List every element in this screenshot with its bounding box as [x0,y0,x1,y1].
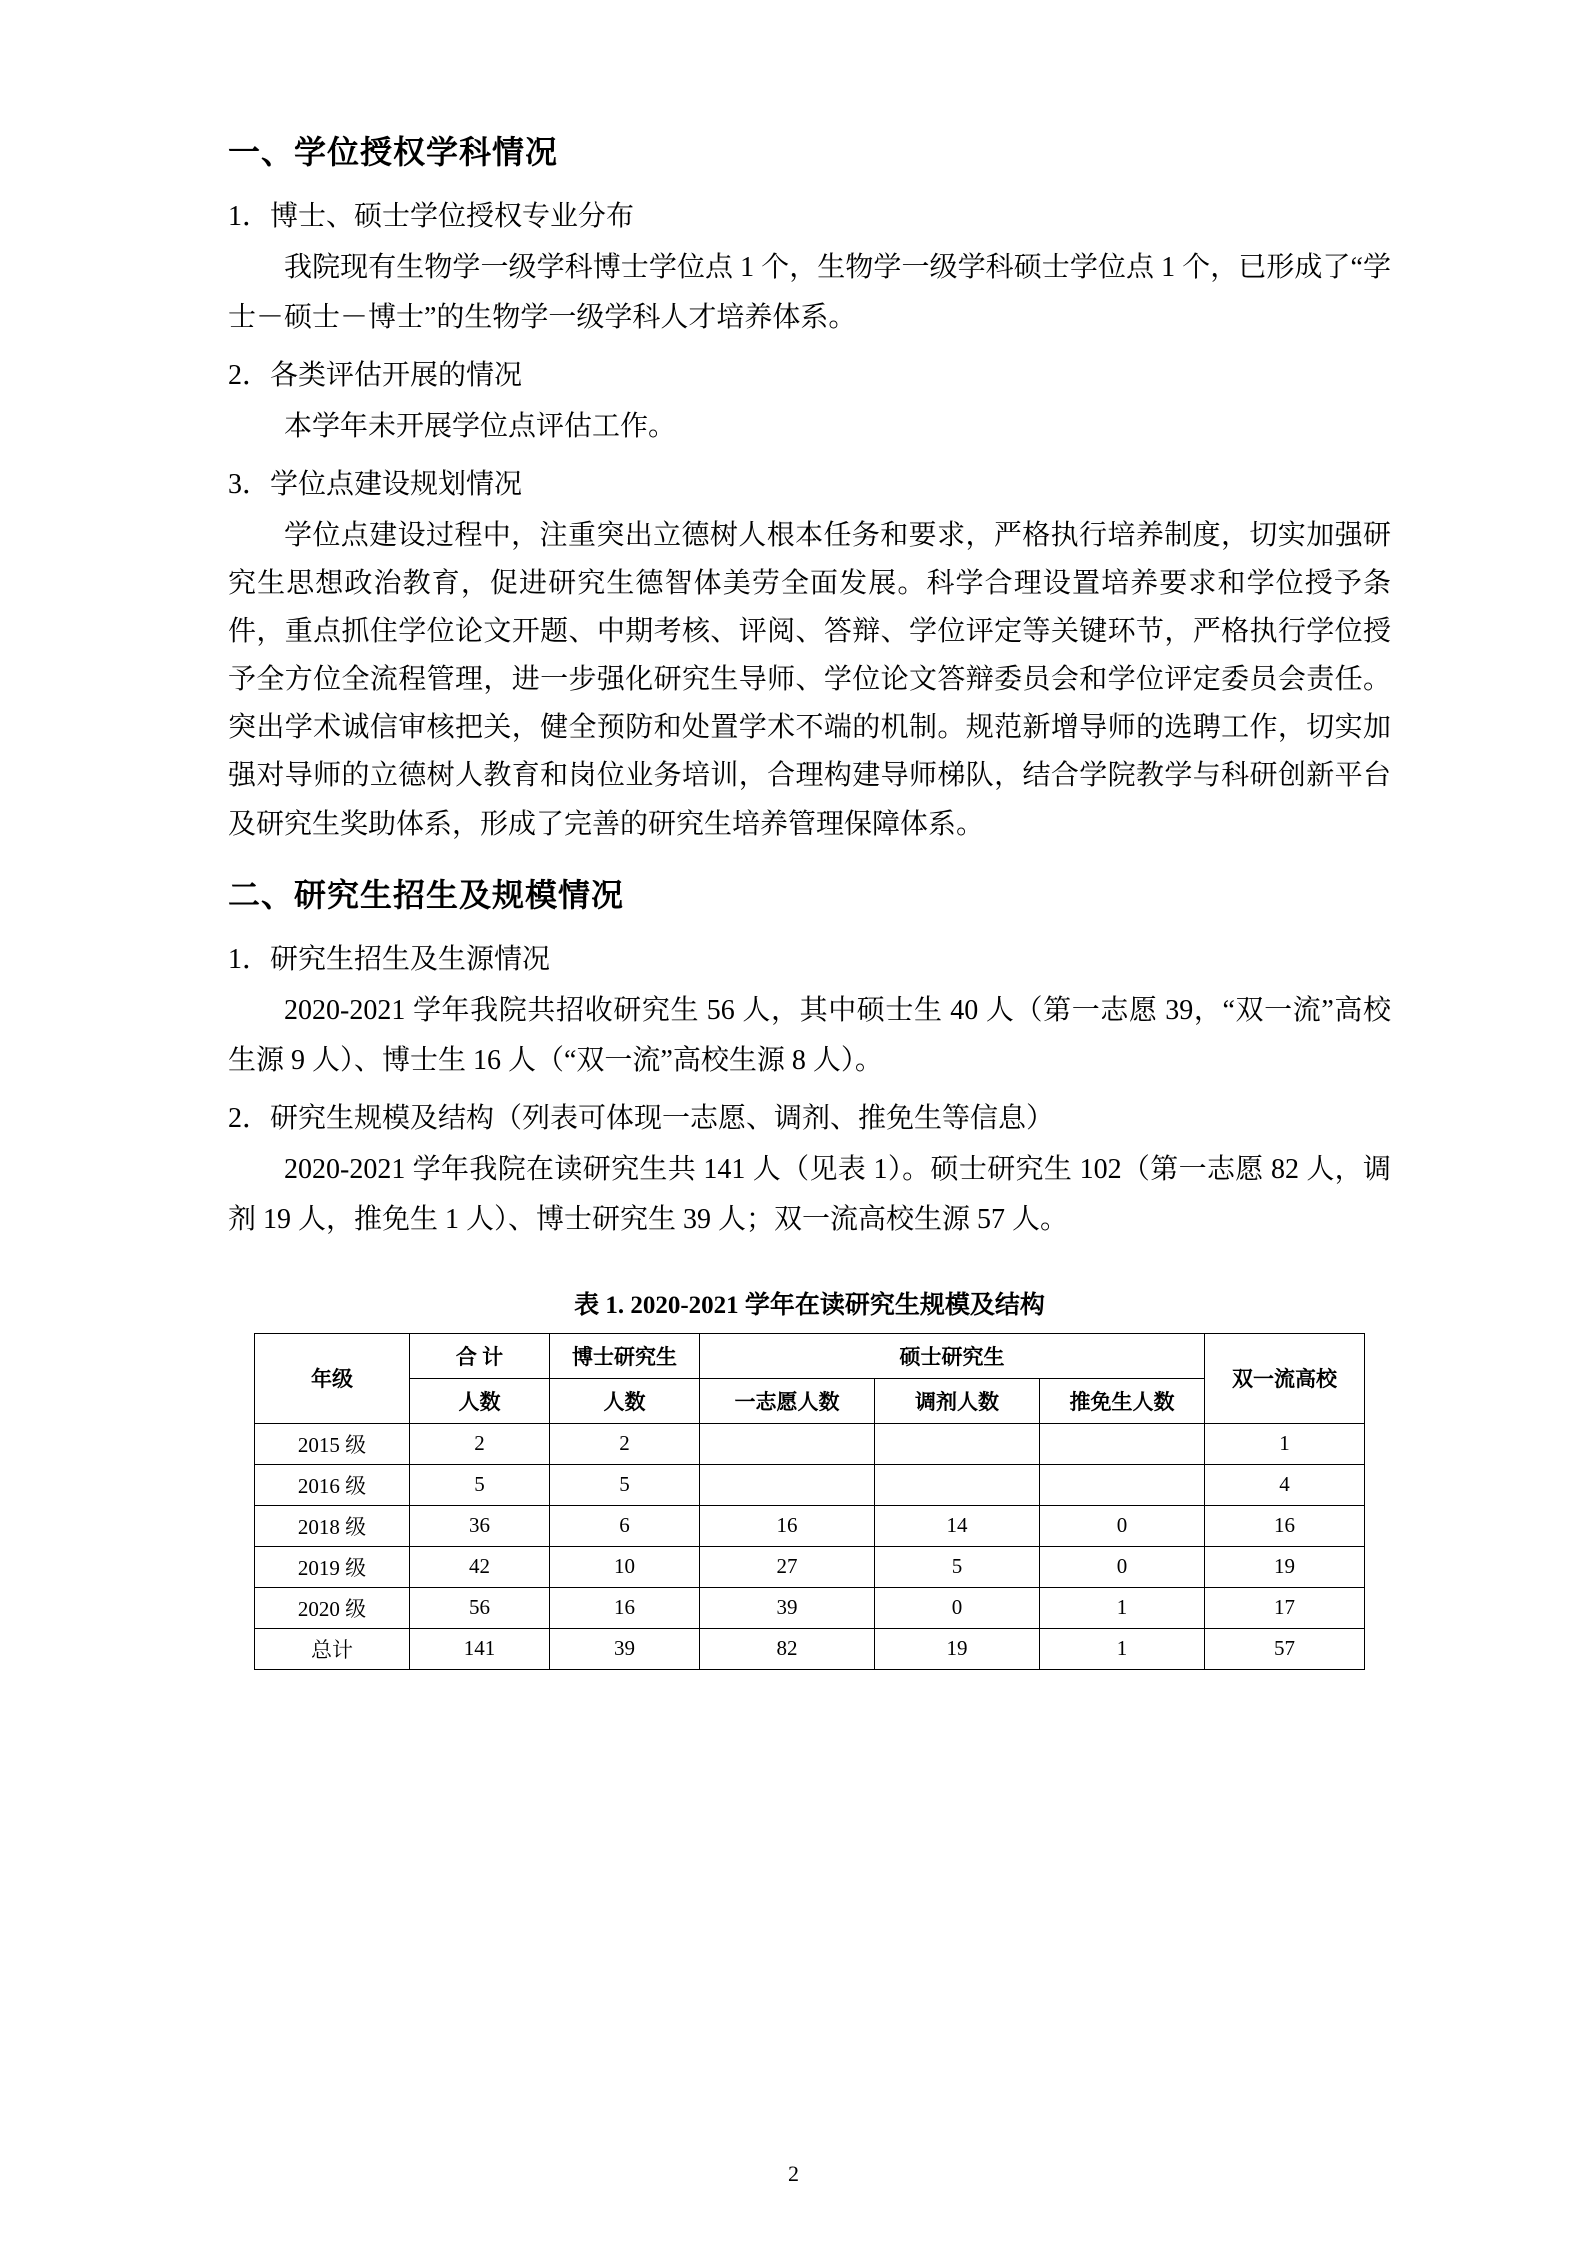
section-1-item-3: 3．学位点建设规划情况 [228,469,523,501]
header-double-first-class: 双一流高校 [1205,1333,1365,1423]
cell-phd: 5 [549,1464,699,1505]
cell-grade: 2018 级 [254,1505,409,1546]
cell-phd: 10 [549,1546,699,1587]
cell-adjusted [874,1423,1039,1464]
cell-total: 2 [409,1423,549,1464]
header-recommended-count: 推免生人数 [1039,1378,1204,1423]
header-phd-count: 人数 [549,1378,699,1423]
enrollment-table [254,1333,1365,1670]
cell-total: 56 [409,1587,549,1628]
section-2-paragraph-1: 2020-2021 学年我院共招收研究生 56 人，其中硕士生 40 人（第一志愿 39，“双一流”高校生源 9 人）、博士生 16 人（“双一流”高校生源 8 人）。 [228,995,1391,1076]
section-heading-2: 二、研究生招生及规模情况 [228,876,625,913]
cell-first-choice: 16 [699,1505,874,1546]
section-heading-1: 一、学位授权学科情况 [228,134,559,170]
table-row [254,1464,1364,1505]
section-1-paragraph-1: 我院现有生物学一级学科博士学位点 1 个，生物学一级学科硕士学位点 1 个，已形成了“学士－硕士－博士”的生物学一级学科人才培养体系。 [228,252,1391,334]
cell-adjusted [874,1464,1039,1505]
section-2-item-2: 2．研究生规模及结构（列表可体现一志愿、调剂、推免生等信息） [228,1102,1055,1134]
header-total-count: 人数 [409,1378,549,1423]
cell-recommended [1039,1423,1204,1464]
cell-first-choice [699,1464,874,1505]
table-header-row-2 [254,1378,1364,1423]
table-row [254,1587,1364,1628]
cell-recommended: 1 [1039,1587,1204,1628]
cell-first-choice: 39 [699,1587,874,1628]
cell-total: 42 [409,1546,549,1587]
table-row [254,1546,1364,1587]
header-grade: 年级 [254,1333,409,1423]
header-phd: 博士研究生 [549,1333,699,1378]
cell-adjusted: 19 [874,1628,1039,1669]
cell-adjusted: 5 [874,1546,1039,1587]
cell-double: 4 [1205,1464,1365,1505]
header-first-choice-count: 一志愿人数 [699,1378,874,1423]
section-2-item-1: 1．研究生招生及生源情况 [228,943,551,975]
cell-recommended: 0 [1039,1505,1204,1546]
cell-total: 141 [409,1628,549,1669]
cell-grade: 2016 级 [254,1464,409,1505]
section-1-item-2: 2．各类评估开展的情况 [228,360,523,392]
cell-double: 1 [1205,1423,1365,1464]
header-master-group: 硕士研究生 [699,1333,1204,1378]
cell-grade: 总计 [254,1628,409,1669]
header-adjusted-count: 调剂人数 [874,1378,1039,1423]
table-row-total [254,1628,1364,1669]
cell-grade: 2015 级 [254,1423,409,1464]
cell-grade: 2019 级 [254,1546,409,1587]
page-number: 2 [788,2161,799,2186]
cell-grade: 2020 级 [254,1587,409,1628]
cell-first-choice [699,1423,874,1464]
header-total: 合 计 [409,1333,549,1378]
table-header-row-1 [254,1333,1364,1378]
cell-double: 16 [1205,1505,1365,1546]
cell-recommended [1039,1464,1204,1505]
cell-double: 19 [1205,1546,1365,1587]
cell-first-choice: 27 [699,1546,874,1587]
section-1-paragraph-3: 学位点建设过程中，注重突出立德树人根本任务和要求，严格执行培养制度，切实加强研究生思想政治教育，促进研究生德智体美劳全面发展。科学合理设置培养要求和学位授予条件，重点抓住学位论文开题、中期考核、评阅、答辩、学位评定等关键环节，严格执行学位授予全方位全流程管理，进一步强化研究生导师、学位论文答辩委员会和学位评定委员会责任。突出学术诚信审核把关，健全预防和处置学术不端的机制。规范新增导师的选聘工作，切实加强对导师的立德树人教育和岗位业务培训，合理构建导师梯队，结合学院教学与科研创新平台及研究生奖助体系，形成了完善的研究生培养管理保障体系。 [228,519,1391,840]
cell-phd: 6 [549,1505,699,1546]
cell-double: 57 [1205,1628,1365,1669]
section-1-item-1: 1．博士、硕士学位授权专业分布 [228,201,635,232]
cell-first-choice: 82 [699,1628,874,1669]
cell-double: 17 [1205,1587,1365,1628]
cell-total: 5 [409,1464,549,1505]
cell-phd: 16 [549,1587,699,1628]
cell-recommended: 1 [1039,1628,1204,1669]
table-row [254,1423,1364,1464]
cell-adjusted: 0 [874,1587,1039,1628]
cell-recommended: 0 [1039,1546,1204,1587]
table-row [254,1505,1364,1546]
section-2-paragraph-2: 2020-2021 学年我院在读研究生共 141 人（见表 1）。硕士研究生 102（第一志愿 82 人，调剂 19 人，推免生 1 人）、博士研究生 39 人；双一流高校生源 57 人。 [228,1154,1391,1235]
cell-phd: 39 [549,1628,699,1669]
table-caption: 表 1. 2020-2021 学年在读研究生规模及结构 [574,1291,1045,1319]
section-1-paragraph-2: 本学年未开展学位点评估工作。 [284,411,677,443]
cell-phd: 2 [549,1423,699,1464]
cell-total: 36 [409,1505,549,1546]
cell-adjusted: 14 [874,1505,1039,1546]
